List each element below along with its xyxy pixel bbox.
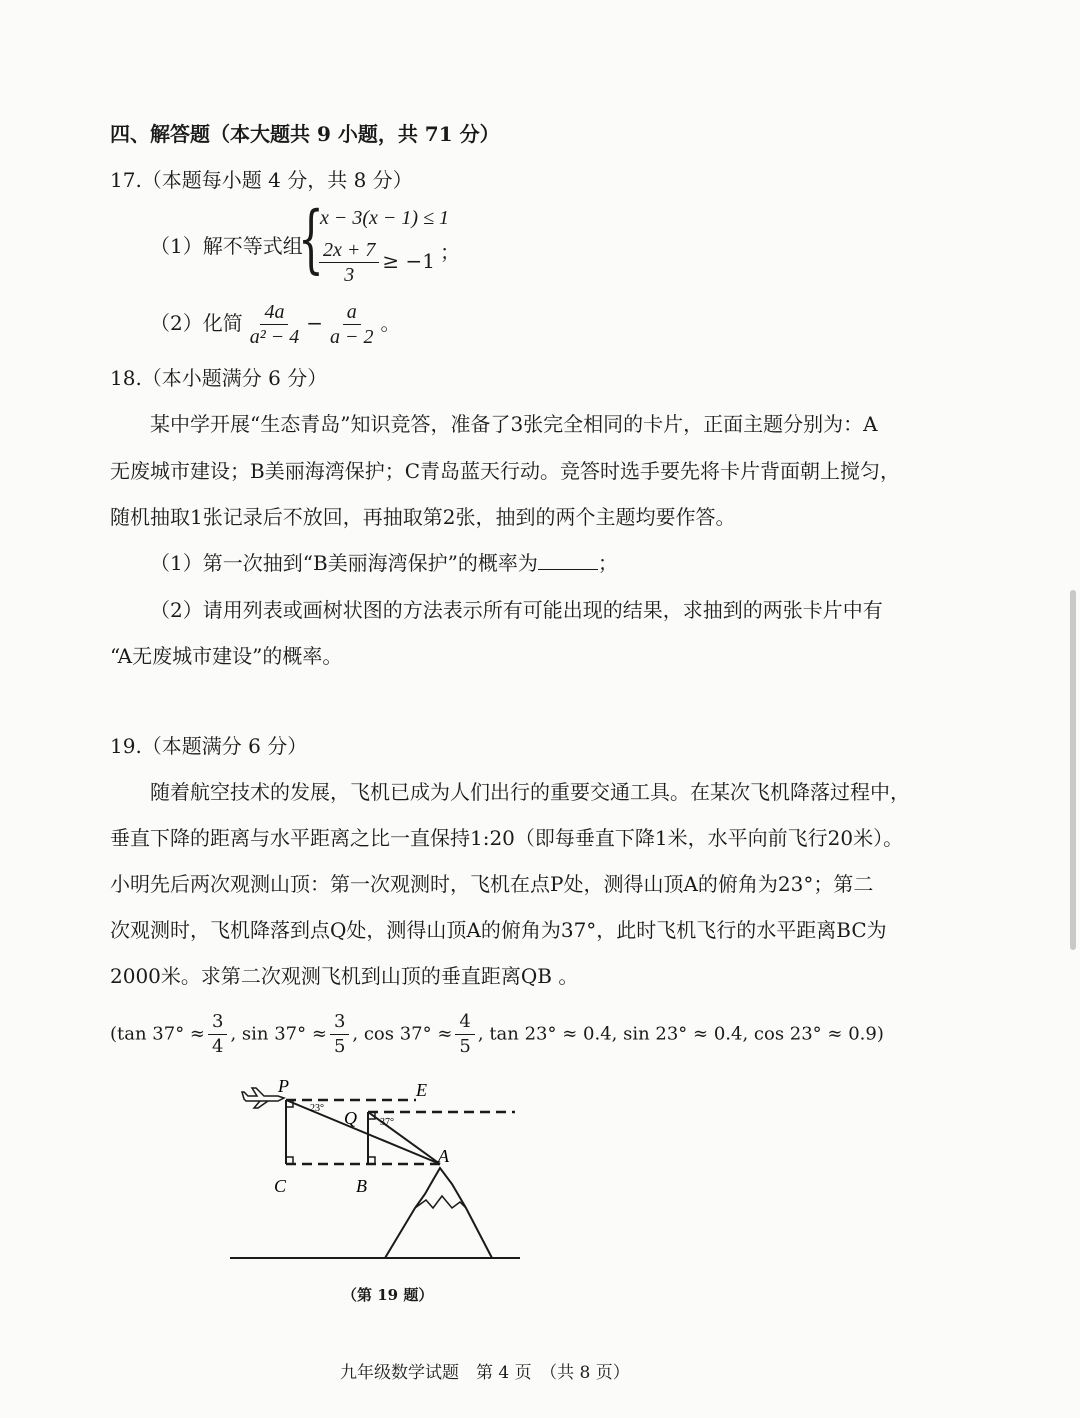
q19-para-line-4: 次观测时，飞机降落到点Q处，测得山顶A的俯角为37°，此时飞机飞行的水平距离BC为 xyxy=(110,918,887,942)
q19-para-line-5: 2000米。求第二次观测飞机到山顶的垂直距离QB 。 xyxy=(110,964,579,988)
minus-sign: − xyxy=(306,311,323,335)
trig-mid-1: , sin 37° ≈ xyxy=(230,1023,327,1045)
label-a: A xyxy=(438,1146,449,1166)
answer-blank xyxy=(538,551,598,570)
page-footer: 九年级数学试题 第 4 页 （共 8 页） xyxy=(340,1363,630,1383)
q19-figure xyxy=(230,1068,530,1268)
frac2-numerator: a xyxy=(343,300,361,325)
ineq2-numerator: 2x + 7 xyxy=(319,238,379,263)
trig-f2-num: 3 xyxy=(330,1010,349,1035)
trig-f1-num: 3 xyxy=(208,1010,227,1035)
q18-part1-text: （1）第一次抽到“B美丽海湾保护”的概率为 xyxy=(150,551,538,575)
q19-para-line-2: 垂直下降的距离与水平距离之比一直保持1:20（即每垂直下降1米，水平向前飞行20米）。 xyxy=(110,826,904,850)
q17-part2-end: 。 xyxy=(380,311,401,335)
q19-para-line-3: 小明先后两次观测山顶：第一次观测时，飞机在点P处，测得山顶A的俯角为23°；第二 xyxy=(110,872,874,896)
trig-rest: , tan 23° ≈ 0.4, sin 23° ≈ 0.4, cos 23° ≈ 0.9) xyxy=(477,1023,884,1045)
q18-para-line-2: 无废城市建设；B美丽海湾保护；C青岛蓝天行动。竞答时选手要先将卡片背面朝上搅匀， xyxy=(110,459,900,483)
q19-para-line-1: 随着航空技术的发展，飞机已成为人们出行的重要交通工具。在某次飞机降落过程中， xyxy=(150,780,910,804)
frac1-numerator: 4a xyxy=(260,300,288,325)
frac2-denominator: a − 2 xyxy=(330,326,374,348)
q18-part1 xyxy=(150,549,618,577)
label-c: C xyxy=(274,1176,287,1196)
ineq2-rhs: ≥ −1 xyxy=(382,249,435,273)
trig-f3-den: 5 xyxy=(459,1036,471,1057)
system-brace: { xyxy=(298,196,324,282)
mountain xyxy=(385,1168,492,1258)
q18-para-line-1: 某中学开展“生态青岛”知识竞答，准备了3张完全相同的卡片，正面主题分别为：A xyxy=(150,412,878,436)
q17-title: 17.（本题每小题 4 分，共 8 分） xyxy=(110,168,413,192)
q17-part1-label: （1）解不等式组 xyxy=(150,234,303,258)
q17-part2-label: （2）化简 xyxy=(150,311,243,335)
q18-part2-line-1: （2）请用列表或画树状图的方法表示所有可能出现的结果，求抽到的两张卡片中有 xyxy=(150,598,883,622)
angle-label-q: 37° xyxy=(380,1117,394,1128)
inequality-2 xyxy=(316,238,435,287)
trig-f2-den: 5 xyxy=(333,1036,346,1057)
scrollbar[interactable] xyxy=(1070,590,1076,950)
trig-f3-num: 4 xyxy=(455,1010,474,1035)
trig-f1-den: 4 xyxy=(212,1036,224,1057)
label-q: Q xyxy=(344,1108,357,1128)
trig-values xyxy=(110,1010,884,1059)
q19-title: 19.（本题满分 6 分） xyxy=(110,734,308,758)
label-b: B xyxy=(356,1176,367,1196)
q17-part2 xyxy=(150,300,401,349)
q18-title: 18.（本小题满分 6 分） xyxy=(110,366,328,390)
q18-para-line-3: 随机抽取1张记录后不放回，再抽取第2张，抽到的两个主题均要作答。 xyxy=(110,505,736,529)
angle-label-p: 23° xyxy=(310,1103,324,1114)
figure-caption: （第 19 题） xyxy=(342,1286,434,1304)
trig-prefix: (tan 37° ≈ xyxy=(110,1023,206,1045)
ineq2-denominator: 3 xyxy=(344,264,355,286)
inequality-1: x − 3(x − 1) ≤ 1 xyxy=(320,207,450,229)
section-heading: 四、解答题（本大题共 9 小题，共 71 分） xyxy=(110,122,500,146)
trig-mid-2: , cos 37° ≈ xyxy=(352,1023,453,1045)
q18-part2-line-2: “A无废城市建设”的概率。 xyxy=(110,644,343,668)
label-e: E xyxy=(416,1080,427,1100)
q18-part1-end: ； xyxy=(597,551,618,575)
frac1-denominator: a² − 4 xyxy=(249,326,300,348)
q17-part1-end: ； xyxy=(440,240,460,264)
label-p: P xyxy=(278,1076,289,1096)
